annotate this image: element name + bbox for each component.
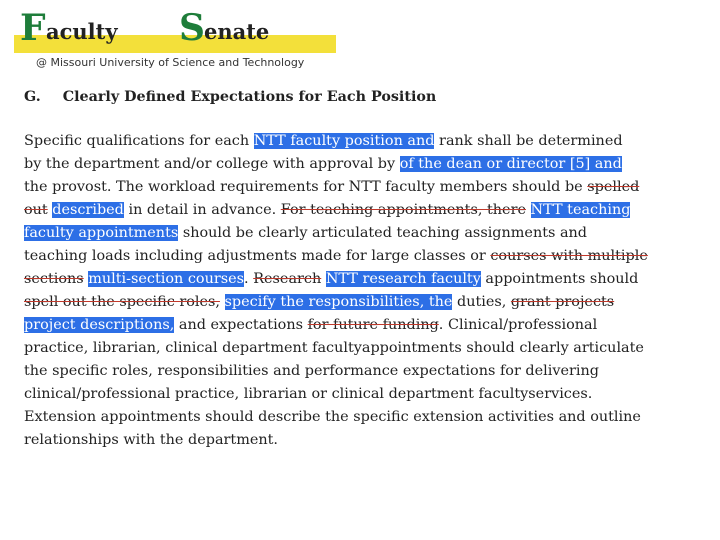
text-line	[24, 406, 704, 429]
text-segment: practice, librarian, clinical department facultyappointments should clearly articulate	[24, 340, 644, 356]
logo-word-aculty: aculty	[46, 19, 118, 44]
text-line	[24, 153, 704, 176]
text-segment: teaching loads including adjustments made for large classes or	[24, 248, 491, 264]
text-segment: by the department and/or college with approval by	[24, 156, 400, 172]
strikethrough-deletion: Research	[253, 271, 322, 287]
text-segment: Specific qualifications for each	[24, 133, 254, 149]
text-line	[24, 291, 704, 314]
text-segment: clinical/professional practice, librarian or clinical department facultyservices.	[24, 386, 593, 402]
highlighted-insertion: project descriptions,	[24, 317, 175, 333]
text-segment: should be clearly articulated teaching assignments and	[178, 225, 588, 241]
highlighted-insertion: faculty appointments	[24, 225, 179, 241]
text-line	[24, 245, 704, 268]
text-line	[24, 268, 704, 291]
text-line	[24, 222, 704, 245]
faculty-senate-logo	[14, 7, 336, 56]
text-segment	[220, 294, 225, 310]
highlighted-insertion: of the dean or director [5] and	[399, 156, 622, 172]
highlighted-insertion: NTT faculty position and	[253, 133, 435, 149]
strikethrough-deletion: sections	[24, 271, 84, 287]
logo-letter-s: S	[179, 7, 205, 49]
section-heading	[24, 89, 436, 105]
text-segment: in detail in advance.	[123, 202, 281, 218]
strikethrough-deletion: out	[24, 202, 48, 218]
highlighted-insertion: multi-section courses	[88, 271, 245, 287]
text-segment: appointments should	[480, 271, 639, 287]
section-title: Clearly Defined Expectations for Each Position	[62, 89, 437, 105]
text-line	[24, 429, 704, 452]
text-line	[24, 176, 704, 199]
highlighted-insertion: NTT research faculty	[325, 271, 481, 287]
text-segment: duties,	[452, 294, 511, 310]
strikethrough-deletion: spell out the specific roles,	[24, 294, 220, 310]
text-line	[24, 314, 704, 337]
strikethrough-deletion: For teaching appointments, there	[280, 202, 526, 218]
text-segment: the provost. The workload requirements for NTT faculty members should be	[24, 179, 588, 195]
text-line	[24, 383, 704, 406]
text-segment: the specific roles, responsibilities and performance expectations for delivering	[24, 363, 599, 379]
text-segment: rank shall be determined	[434, 133, 623, 149]
strikethrough-deletion: grant projects	[510, 294, 615, 310]
text-line	[24, 130, 704, 153]
strikethrough-deletion: spelled	[587, 179, 640, 195]
text-line	[24, 199, 704, 222]
text-segment: relationships with the department.	[24, 432, 278, 448]
strikethrough-deletion: for future funding	[307, 317, 439, 333]
text-line	[24, 360, 704, 383]
document-body	[24, 130, 704, 452]
section-number: G.	[24, 89, 41, 105]
institution-subtitle: @ Missouri University of Science and Technology	[36, 56, 305, 69]
text-segment: . Clinical/professional	[438, 317, 598, 333]
text-segment: and expectations	[174, 317, 308, 333]
text-segment: Extension appointments should describe the specific extension activities and outline	[24, 409, 641, 425]
logo-word-enate: enate	[204, 19, 270, 44]
text-segment	[526, 202, 531, 218]
logo-letter-f: F	[20, 7, 46, 49]
highlighted-insertion: specify the responsibilities, the	[224, 294, 453, 310]
strikethrough-deletion: courses with multiple	[490, 248, 648, 264]
highlighted-insertion: NTT teaching	[530, 202, 631, 218]
text-segment: .	[244, 271, 254, 287]
text-line	[24, 337, 704, 360]
highlighted-insertion: described	[52, 202, 124, 218]
